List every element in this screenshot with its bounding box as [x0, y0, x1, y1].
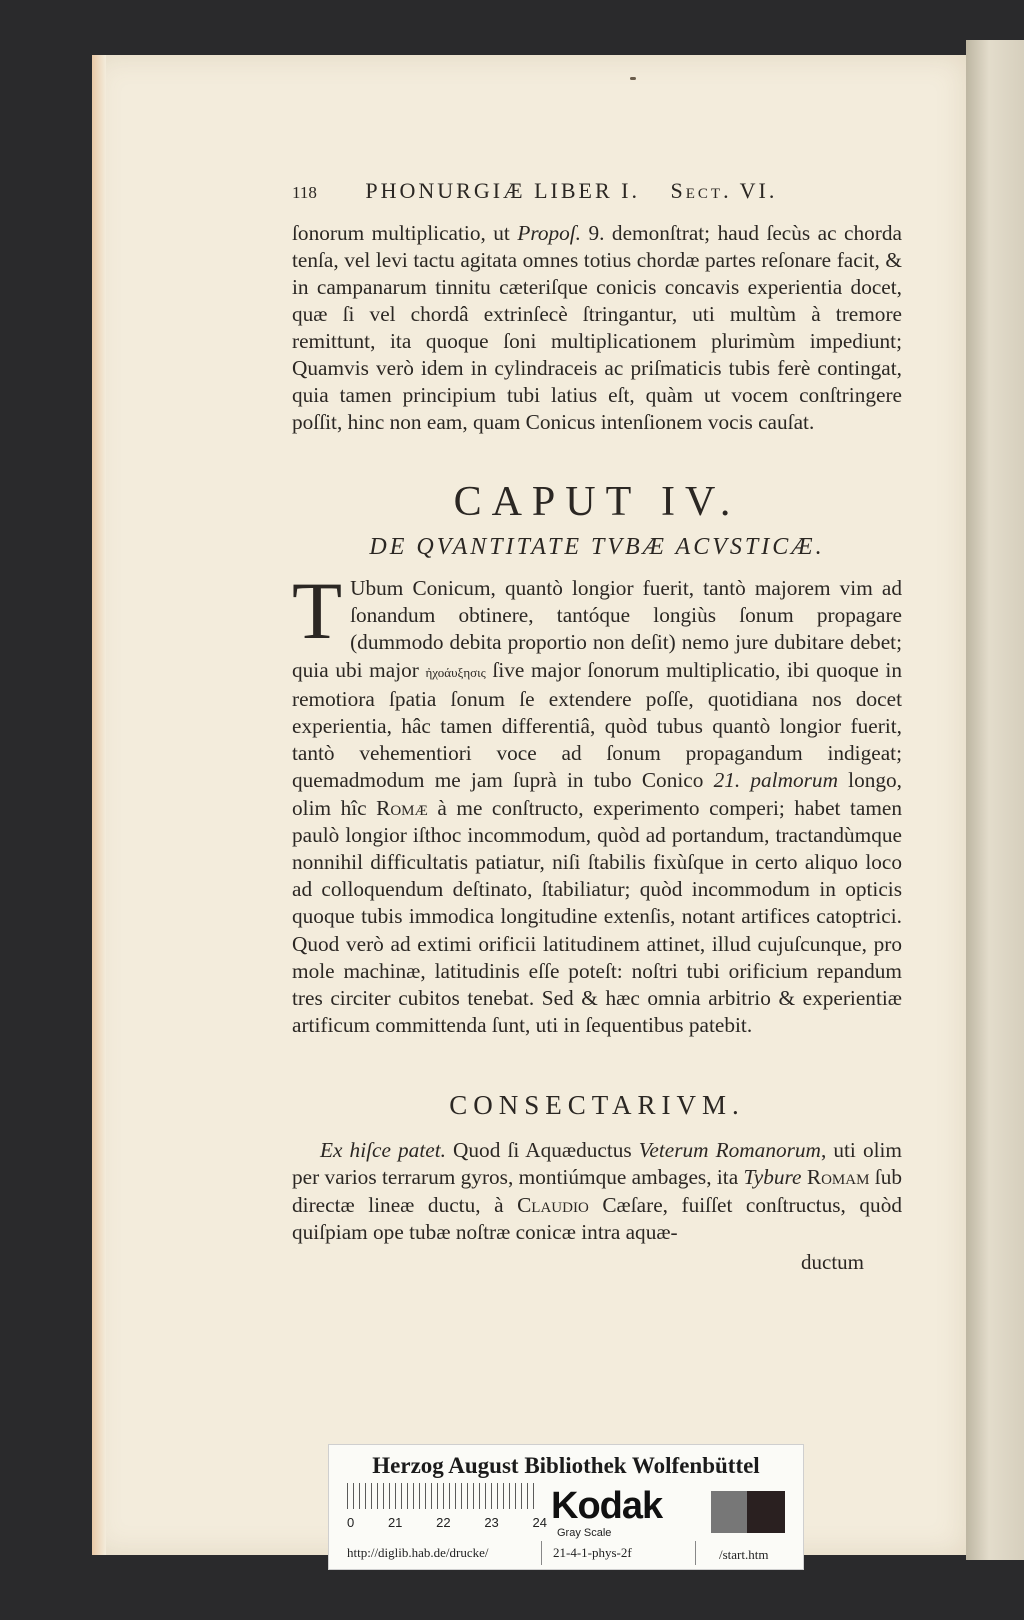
chapter-subtitle: DE QVANTITATE TVBÆ ACVSTICÆ. — [369, 534, 825, 560]
consectarium-paragraph — [292, 1137, 902, 1247]
library-label — [328, 1444, 804, 1570]
text-run: , uti olim per varios terrarum gyros, montiúmque ambages, ita — [292, 1138, 902, 1190]
tybure-term: Tybure — [743, 1165, 802, 1190]
romam-term: Romam — [806, 1165, 870, 1190]
place-name: Romæ — [376, 795, 428, 820]
lead-phrase: Ex hiſce patet. — [320, 1138, 446, 1162]
greek-term: ἠχοάυξησις — [425, 664, 486, 680]
chapter-title: CAPUT IV. — [453, 479, 741, 525]
consectarium-heading: CONSECTARIVM. — [449, 1090, 745, 1120]
running-header — [292, 178, 902, 218]
veterum-term: Veterum Romanorum — [638, 1138, 821, 1162]
paragraph-continued — [292, 220, 902, 436]
page-gutter-shadow — [92, 55, 106, 1555]
text-run: ſub directæ lineæ ductu, à — [292, 1165, 902, 1217]
ruler-number: 24 — [532, 1515, 547, 1530]
claudio-term: Claudio — [517, 1192, 589, 1217]
text-run: longo, olim hîc — [292, 768, 902, 820]
divider — [695, 1541, 696, 1565]
library-name: Herzog August Bibliothek Wolfenbüttel — [372, 1453, 760, 1478]
text-run: ſonorum multiplicatio, ut — [292, 221, 518, 245]
adjacent-page-edge — [966, 40, 1024, 1560]
text-run: Ubum Conicum, quantò longior fuerit, tantò majorem vim ad ſonandum obtinere, tantóque longiùs ſonum propagare (dummodo debita proportio non deſit) nemo jure dubitare debet; quia ubi major — [292, 576, 902, 682]
ink-speck — [630, 77, 636, 80]
ruler-scale — [347, 1483, 537, 1509]
text-run: 9. demonſtrat; haud ſecùs ac chorda tenſa, vel levi tactu agitata omnes totius chordæ partes reſonare facit, & in campanarum tinnitu cæteriſque conicis concavis experientia docet, quæ ſi vel chordâ extrinſecè ſtringantur, uti multùm à tremore remittunt, ita quoque ſoni multiplicationem plurimùm impediunt; Quamvis verò idem in cylindraceis ac priſmaticis tubis ferè contingat, quia tamen principium tubi latius eſt, quàm ut vocem conſtringere poſſit, hinc non eam, quam Conicus intenſionem vocis cauſat. — [292, 221, 902, 434]
ruler-number: 21 — [387, 1515, 403, 1530]
catchword: ductum — [801, 1250, 864, 1274]
section-label: Sect. VI. — [670, 178, 778, 203]
page-number: 118 — [292, 183, 317, 202]
text-run: Quod ſi Aquæductus — [445, 1138, 639, 1162]
start-page: /start.htm — [719, 1547, 769, 1562]
proposition-ref: Propoſ. — [517, 221, 582, 245]
chapter-paragraph — [292, 565, 903, 1039]
drop-capital: T — [292, 565, 343, 656]
ruler-numbers — [347, 1515, 547, 1530]
text-run: ſive major ſonorum multiplicatio, ibi quoque in remotiora ſpatia ſonum ſe extendere poſſe, quotidiana nos docet experientia, hâc tamen differentiâ, quòd tubus quantò longior fuerit, tantò vehementiori voce ad ſonum propagandum indigeat; quemadmodum me jam ſuprà in tubo Conico — [292, 657, 902, 793]
shelfmark: 21-4-1-phys-2f — [553, 1545, 632, 1560]
ruler-number: 22 — [436, 1515, 451, 1530]
url-text: http://diglib.hab.de/drucke/ — [347, 1545, 489, 1560]
gray-scale-label: Gray Scale — [557, 1527, 612, 1539]
ruler-number: 0 — [347, 1515, 355, 1530]
text-run: à me conſtructo, experimento comperi; habet tamen paulò longior iſthoc incommodum, quòd ad portandum, tractandùmque nonnihil difficultatis patiatur, niſi ſtabilis fixùſque in certo aliquo loco ad colloquendum deſtinato, ſtabiliatur; quòd incommodum in opticis quoque tubis immodica longitudine extenſis, notant artifices catoptrici. Quod verò ad extimi orificii latitudinem attinet, illud cujuſcunque, pro mole machinæ, latitudinis eſſe poteſt: noſtri tubi orificium repandum tres circiter cubitos tenebat. Sed & hæc omnia arbitrio & experientiæ artificum committenda ſunt, uti in ſequentibus patebit. — [292, 795, 903, 1038]
kodak-logo: Kodak — [551, 1485, 663, 1527]
gray-patch-dark — [747, 1491, 785, 1533]
measure-term: 21. palmorum — [713, 768, 838, 793]
divider — [541, 1541, 542, 1565]
running-title: PHONURGIÆ LIBER I. — [365, 178, 640, 203]
gray-patch-mid — [711, 1491, 747, 1533]
text-run: Cæſare, fuiſſet conſtructus, quòd quiſpiam ope tubæ noſtræ conicæ intra aquæ- — [292, 1192, 902, 1245]
ruler-number: 23 — [484, 1515, 499, 1530]
